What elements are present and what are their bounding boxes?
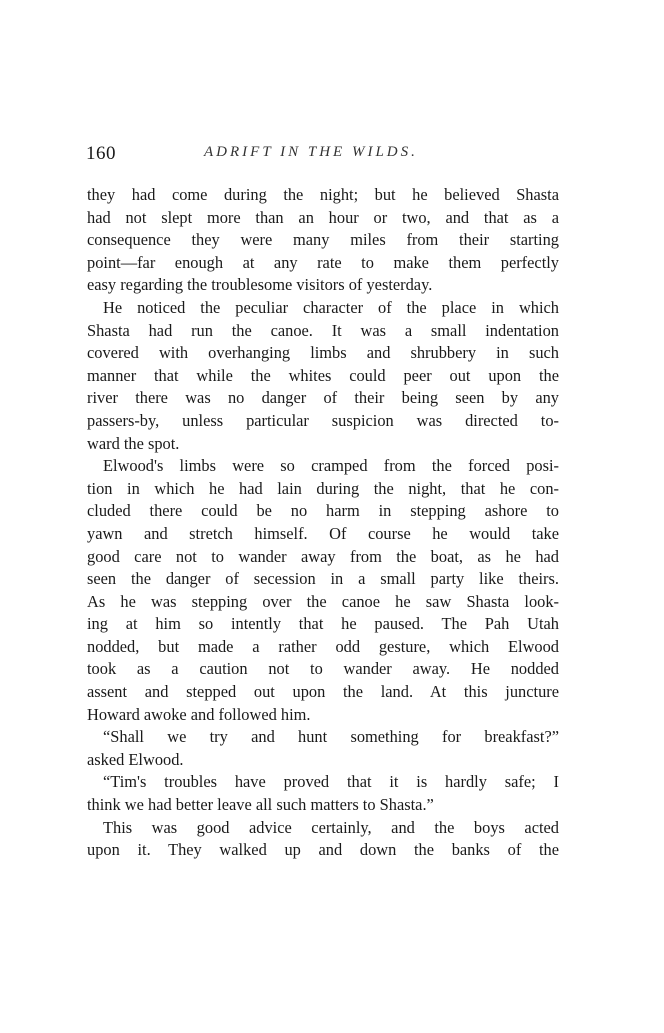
text-line: river there was no danger of their being seen by any — [87, 388, 559, 408]
text-line: passers-by, unless particular suspicion was directed to- — [87, 410, 559, 430]
text-line: nodded, but made a rather odd gesture, which Elwood — [87, 636, 559, 656]
text-line: easy regarding the troublesome visitors of yesterday. — [87, 275, 433, 295]
text-line: asked Elwood. — [87, 749, 184, 769]
text-line: cluded there could be no harm in stepping ashore to — [87, 501, 559, 521]
text-line: As he was stepping over the canoe he saw Shasta look- — [87, 591, 559, 611]
body-text — [87, 184, 559, 862]
text-line: assent and stepped out upon the land. At this juncture — [87, 682, 559, 702]
text-line: think we had better leave all such matters to Shasta.” — [87, 795, 434, 815]
running-title: ADRIFT IN THE WILDS. — [204, 144, 418, 160]
text-line: ward the spot. — [87, 433, 180, 453]
text-line: tion in which he had lain during the night, that he con- — [87, 478, 559, 498]
text-line: manner that while the whites could peer out upon the — [87, 365, 559, 385]
page-number: 160 — [86, 143, 116, 164]
text-line: This was good advice certainly, and the boys acted — [103, 817, 559, 837]
text-line: Shasta had run the canoe. It was a small indentation — [87, 320, 559, 340]
text-line: yawn and stretch himself. Of course he would take — [87, 523, 559, 543]
text-line: had not slept more than an hour or two, and that as a — [87, 207, 559, 227]
text-line: good care not to wander away from the boat, as he had — [87, 546, 559, 566]
text-line: seen the danger of secession in a small party like theirs. — [87, 569, 559, 589]
text-line: ing at him so intently that he paused. The Pah Utah — [87, 614, 559, 634]
text-line: point—far enough at any rate to make them perfectly — [87, 252, 559, 272]
text-line: took as a caution not to wander away. He nodded — [87, 659, 559, 679]
text-line: consequence they were many miles from their starting — [87, 230, 559, 250]
text-line: Howard awoke and followed him. — [87, 704, 311, 724]
text-line: they had come during the night; but he believed Shasta — [87, 185, 559, 204]
text-line: upon it. They walked up and down the banks of the — [87, 840, 559, 860]
text-line: Elwood's limbs were so cramped from the forced posi- — [103, 456, 559, 476]
running-head — [86, 143, 566, 167]
text-line: “Shall we try and hunt something for breakfast?” — [103, 727, 559, 747]
text-line: He noticed the peculiar character of the place in which — [103, 297, 559, 317]
text-line: covered with overhanging limbs and shrubbery in such — [87, 343, 559, 363]
text-line: “Tim's troubles have proved that it is hardly safe; I — [103, 772, 559, 792]
